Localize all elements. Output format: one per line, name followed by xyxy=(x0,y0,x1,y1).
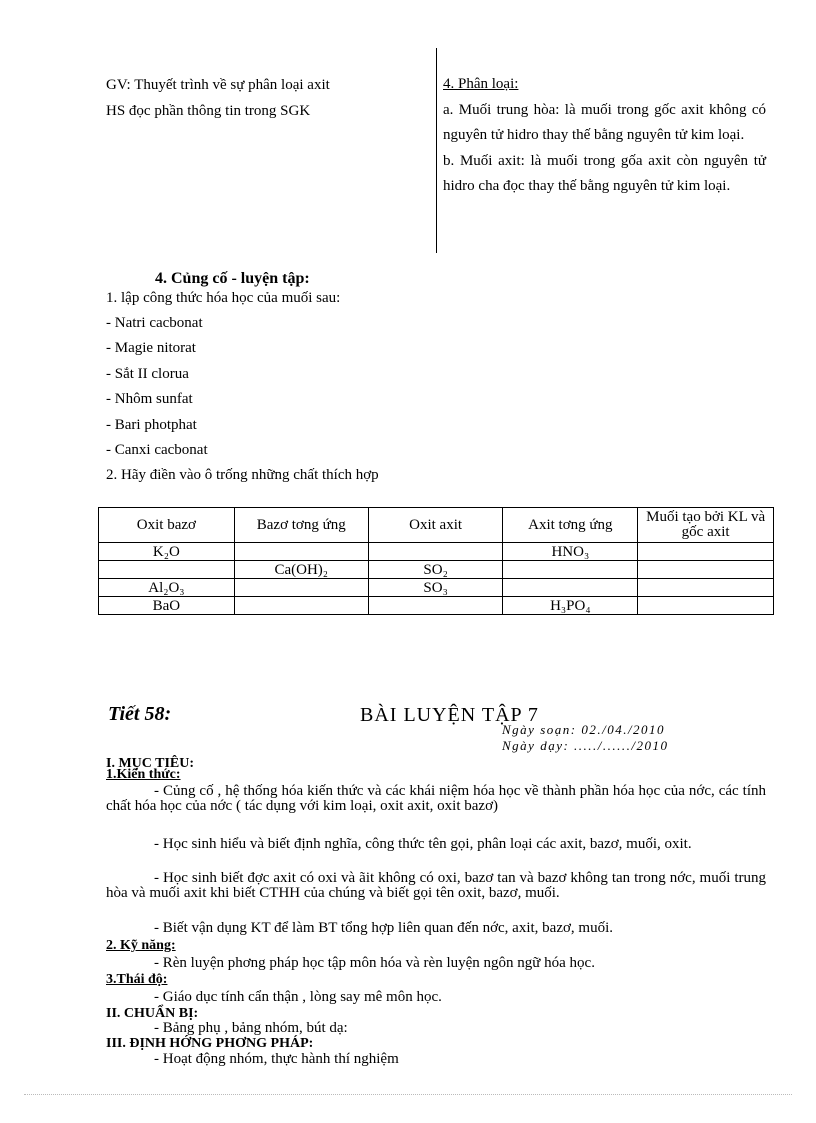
column-divider xyxy=(436,48,437,253)
methods-1: - Hoạt động nhóm, thực hành thí nghiệm xyxy=(154,1051,399,1067)
knowledge-heading: 1.Kiến thức: xyxy=(106,767,181,782)
header-cell: Muối tạo bởi KL và gốc axit xyxy=(638,508,774,543)
attitude-1: - Giáo dục tính cẩn thận , lòng say mê môn học. xyxy=(154,989,442,1005)
neutral-salt-def: a. Muối trung hòa: là muối trong gốc axit không có nguyên tử hidro thay thế bằng nguyên tử kim loại. xyxy=(443,101,766,143)
preparation-1: - Bảng phụ , bảng nhóm, bút dạ: xyxy=(154,1020,348,1036)
teacher-line: GV: Thuyết trình về sự phân loại axit xyxy=(106,77,330,93)
page-bottom-rule xyxy=(24,1094,792,1095)
question-2: 2. Hãy điền vào ô trống những chất thích hợp xyxy=(106,467,379,483)
header-cell: Axit tơng ứng xyxy=(503,508,638,543)
table-cell xyxy=(638,543,774,561)
table-cell xyxy=(368,543,503,561)
table-cell: K₂O xyxy=(99,543,235,561)
table-cell xyxy=(234,597,368,615)
table-cell xyxy=(638,597,774,615)
preparation-heading: II. CHUẨN BỊ: xyxy=(106,1006,199,1021)
header-cell: Oxit axit xyxy=(368,508,503,543)
classification-heading: 4. Phân loại: xyxy=(443,76,519,92)
skills-1: - Rèn luyện phơng pháp học tập môn hóa và rèn luyện ngôn ngữ hóa học. xyxy=(154,955,595,971)
knowledge-1: - Củng cố , hệ thống hóa kiến thức và các khái niệm hóa học về thành phần hóa học của nớc, các tính chất hóa học của nớc ( tác dụng với kim loại, oxit axit, oxit bazơ) xyxy=(106,783,766,814)
table-cell: HNO₃ xyxy=(503,543,638,561)
lesson-number: Tiết 58: xyxy=(108,703,172,725)
teacher-activity-column xyxy=(106,72,330,124)
table-row xyxy=(99,597,774,615)
table-cell: Al₂O₃ xyxy=(99,579,235,597)
header-cell: Bazơ tơng ứng xyxy=(234,508,368,543)
list-item: - Canxi cacbonat xyxy=(106,442,208,458)
table-cell: H₃PO₄ xyxy=(503,597,638,615)
table-header-row xyxy=(99,508,774,543)
table-cell: Ca(OH)₂ xyxy=(234,561,368,579)
acid-salt-def: b. Muối axit: là muối trong gốa axit còn nguyên tử hidro cha đọc thay thế bằng nguyên tử kim loại. xyxy=(443,152,766,194)
table-cell: SO₂ xyxy=(368,561,503,579)
table-row xyxy=(99,579,774,597)
table-cell xyxy=(234,579,368,597)
lesson-title: BÀI LUYỆN TẬP 7 xyxy=(360,704,539,726)
skills-heading: 2. Kỹ năng: xyxy=(106,938,176,953)
table-cell xyxy=(234,543,368,561)
table-cell: SO₃ xyxy=(368,579,503,597)
knowledge-3: - Học sinh biết đợc axit có oxi và ãit không có oxi, bazơ tan và bazơ không tan trong nớc, muối trung hòa và muối axit khi biết CTHH của chúng và biết gọi tên oxit, bazơ, muối. xyxy=(106,870,766,901)
list-item: - Nhôm sunfat xyxy=(106,391,193,407)
list-item: - Bari photphat xyxy=(106,417,197,433)
prep-date: Ngày soạn: 02./04./2010 xyxy=(502,722,666,737)
table-cell xyxy=(503,579,638,597)
table-cell xyxy=(638,561,774,579)
objectives-heading: I. MỤC TIÊU: xyxy=(106,756,195,771)
knowledge-2: - Học sinh hiểu và biết định nghĩa, công thức tên gọi, phân loại các axit, bazơ, muối, oxit. xyxy=(154,836,692,852)
header-cell: Oxit bazơ xyxy=(99,508,235,543)
section4-heading: 4. Củng cố - luyện tập: xyxy=(155,270,310,287)
list-item: - Sắt II clorua xyxy=(106,366,189,382)
student-line: HS đọc phần thông tin trong SGK xyxy=(106,103,311,119)
attitude-heading: 3.Thái độ: xyxy=(106,972,168,987)
teach-date: Ngày dạy: ...../....../2010 xyxy=(502,738,669,753)
table-cell: BaO xyxy=(99,597,235,615)
content-column xyxy=(443,72,766,200)
table-cell xyxy=(503,561,638,579)
question-1: 1. lập công thức hóa học của muối sau: xyxy=(106,290,341,306)
list-item: - Magie nitorat xyxy=(106,340,196,356)
table-row xyxy=(99,561,774,579)
table-cell xyxy=(638,579,774,597)
exercise-table xyxy=(98,507,774,615)
table-cell xyxy=(99,561,235,579)
methods-heading: III. ĐỊNH HỚNG PHƠNG PHÁP: xyxy=(106,1036,314,1051)
knowledge-4: - Biết vận dụng KT để làm BT tổng hợp liên quan đến nớc, axit, bazơ, muối. xyxy=(154,920,613,936)
table-row xyxy=(99,543,774,561)
list-item: - Natri cacbonat xyxy=(106,315,203,331)
table-cell xyxy=(368,597,503,615)
